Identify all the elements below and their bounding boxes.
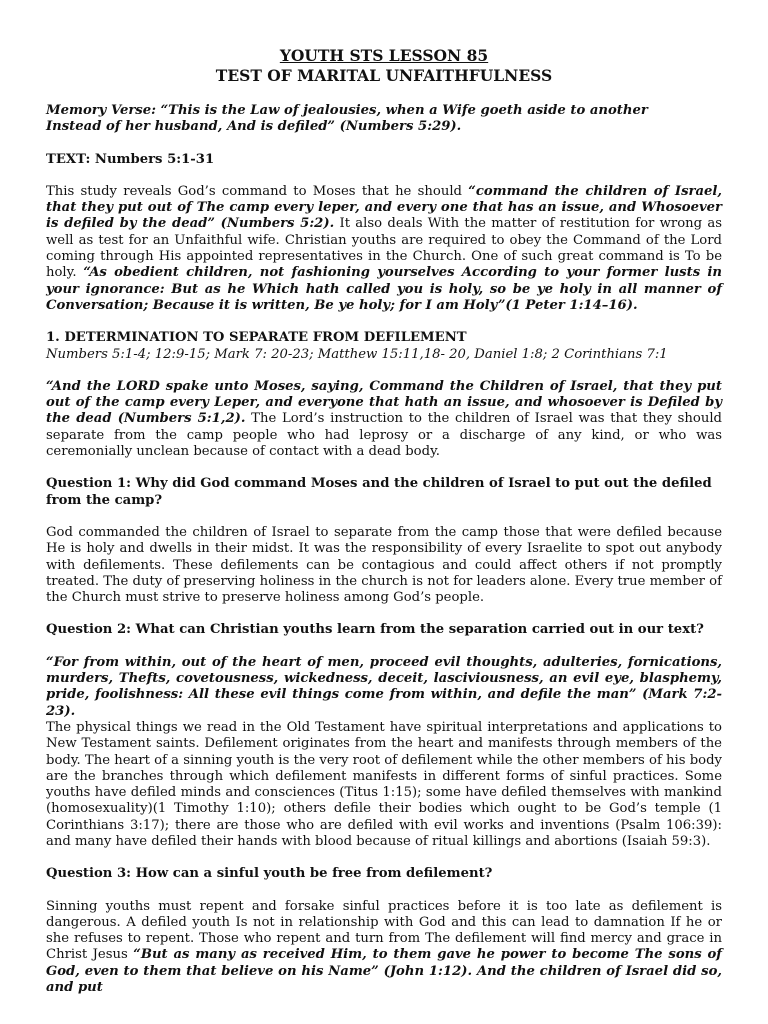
memory-verse (46, 103, 722, 136)
answer-1: God commanded the children of Israel to separate from the camp those that were defiled because He is holy and dwells in their midst. It was the responsibility of every Israelite to spot out anybody with defilements. These defilements can be contagious and could affect others if not promptly treated. The duty of preserving holiness in the church is not for leaders alone. Every true member of the Church must strive to preserve holiness among God’s people. (46, 524, 722, 606)
intro-text-a: This study reveals God’s command to Moses that he should (46, 183, 469, 199)
section1-text: The Lord’s instruction to the children of Israel was that they should separate from the camp people who had leprosy or a discharge of any kind, or who was ceremonially unclean because of contact with a dead body. (46, 411, 722, 460)
answer-3-quote: “But as many as received Him, to them gave he power to become The sons of God, even to them that believe on his Name” (John 1:12). And the children of Israel did so, and put (46, 947, 722, 996)
section1-heading: 1. DETERMINATION TO SEPARATE FROM DEFILEMENT (46, 330, 467, 346)
section1-quote: “And the LORD spake unto Moses, saying, Command the Children of Israel, that they put out of the camp every Leper, and everyone that hath an issue, and whosoever is Defiled by the dead (Numbers 5:1,2). (46, 378, 722, 427)
lesson-subtitle: TEST OF MARITAL UNFAITHFULNESS (215, 66, 553, 85)
section1-references: Numbers 5:1-4; 12:9-15; Mark 7: 20-23; Matthew 15:11,18- 20, Daniel 1:8; 2 Corinthians 7:1 (46, 346, 668, 362)
answer-2: The physical things we read in the Old Testament have spiritual interpretations and applications to New Testament saints. Defilement originates from the heart and manifests through members of the body. The heart of a sinning youth is the very root of defilement while the other members of his body are the branches through which defilement manifests in different forms of sinful practices. Some youths have defiled minds and consciences (Titus 1:15); some have defiled themselves with mankind (homosexuality)(1 Timothy 1:10); others defile their bodies which ought to be God’s temple (1 Corinthians 3:17); there are those who are defiled with evil works and inventions (Psalm 106:39): and many have defiled their hands with blood because of ritual killings and abortions (Isaiah 59:3). (46, 719, 722, 849)
memory-verse-line1: Memory Verse: “This is the Law of jealousies, when a Wife goeth aside to another (46, 103, 648, 118)
question-2: Question 2: What can Christian youths learn from the separation carried out in our text? (46, 622, 704, 638)
question-1: Question 1: Why did God command Moses and the children of Israel to put out the defiled from the camp? (46, 476, 712, 508)
question-2-quote: “For from within, out of the heart of men, proceed evil thoughts, adulteries, fornications, murders, Thefts, covetousness, wickedness, deceit, lasciviousness, an evil eye, blasphemy, pride, foolishness: All these evil things come from within, and defile the man” (Mark 7:2-23). (46, 654, 722, 719)
memory-verse-line2: Instead of her husband, And is defiled” (Numbers 5:29). (46, 119, 462, 135)
intro-text-c: It also deals With the matter of restitution for wrong as well as test for an Unfaithful wife. Christian youths are required to obey the Command of the Lord coming through His appointed representatives in the Church. One of such great command is To be holy. (46, 216, 722, 281)
document-body (46, 46, 722, 1012)
intro-quote-peter: “As obedient children, not fashioning yourselves According to your former lusts in your ignorance: But as he Which hath called you is holy, so be ye holy in all manner of Conversation; Because it is written, Be ye holy; for I am Holy”(1 Peter 1:14–16). (46, 265, 722, 313)
text-reference: TEXT: Numbers 5:1-31 (46, 151, 215, 167)
answer-3-text: Sinning youths must repent and forsake sinful practices before it is too late as defilement is dangerous. A defiled youth Is not in relationship with God and this can lead to damnation If he or she refuses to repent. Those who repent and turn from The defilement will find mercy and grace in Christ Jesus (46, 898, 722, 963)
lesson-title: YOUTH STS LESSON 85 (279, 46, 489, 65)
intro-quote-numbers: “command the children of Israel, that they put out of The camp every leper, and every one that has an issue, and Whosoever is defiled by the dead” (Numbers 5:2). (46, 183, 722, 232)
intro-paragraph (46, 184, 722, 314)
answer-3 (46, 899, 722, 997)
question-3: Question 3: How can a sinful youth be free from defilement? (46, 866, 493, 882)
section1-paragraph (46, 379, 722, 460)
